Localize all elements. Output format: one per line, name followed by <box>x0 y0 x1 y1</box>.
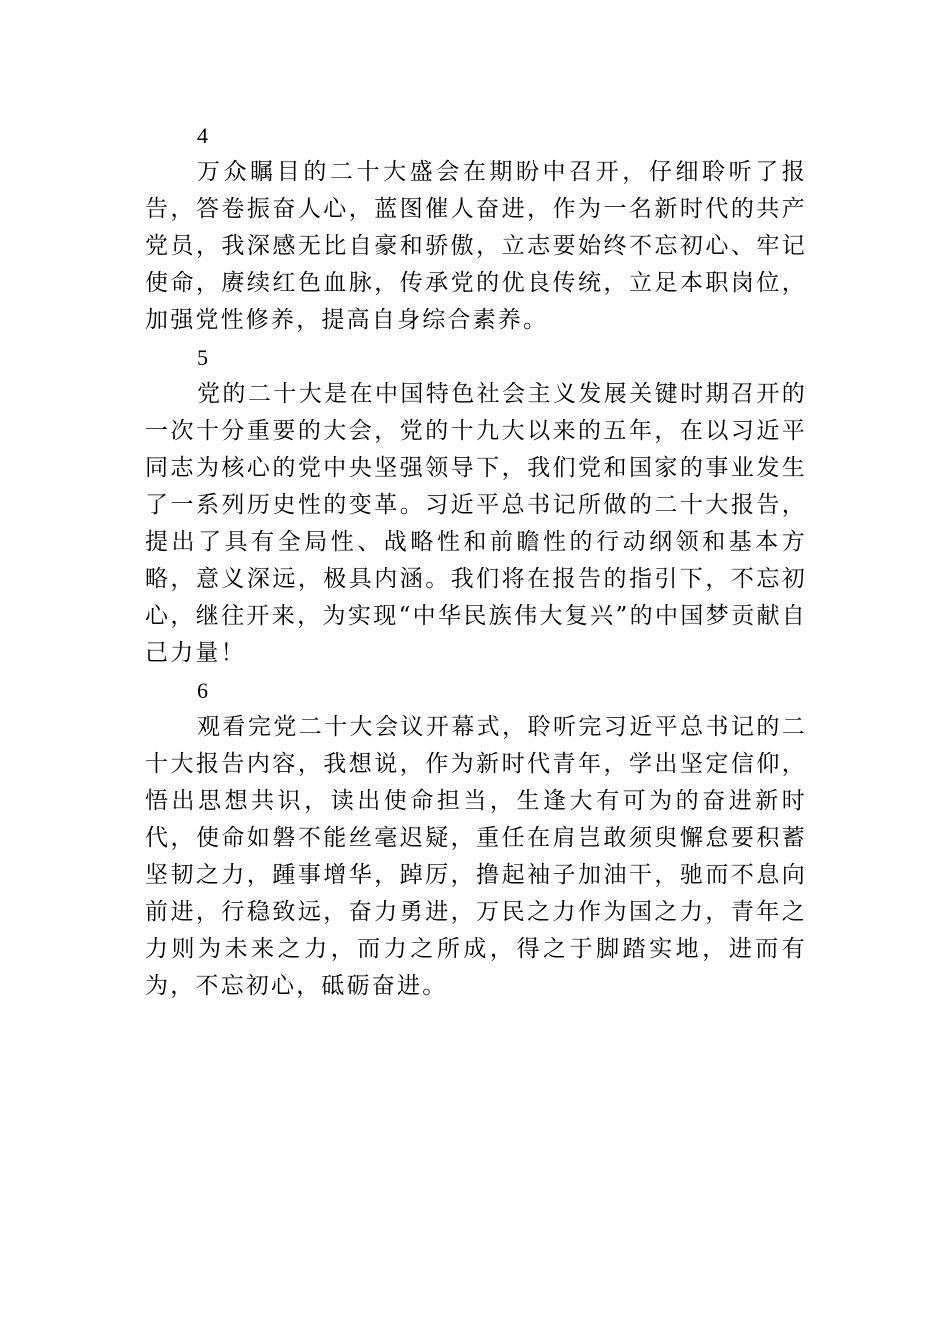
section-number: 5 <box>197 345 208 370</box>
section-paragraph: 党的二十大是在中国特色社会主义发展关键时期召开的一次十分重要的大会，党的十九大以来的五年，在以习近平同志为核心的党中央坚强领导下，我们党和国家的事业发生了一系列历史性的变革。习近平总书记所做的二十大报告，提出了具有全局性、战略性和前瞻性的行动纲领和基本方略，意义深远，极具内涵。我们将在报告的指引下，不忘初心，继往开来，为实现“中华民族伟大复兴”的中国梦贡献自己力量！ <box>145 381 807 666</box>
section-number: 6 <box>197 678 208 703</box>
section-paragraph: 万众瞩目的二十大盛会在期盼中召开，仔细聆听了报告，答卷振奋人心，蓝图催人奋进，作为一名新时代的共产党员，我深感无比自豪和骄傲，立志要始终不忘初心、牢记使命，赓续红色血脉，传承党的优良传统，立足本职岗位，加强党性修养，提高自身综合素养。 <box>145 159 807 333</box>
section-paragraph: 观看完党二十大会议开幕式，聆听完习近平总书记的二十大报告内容，我想说，作为新时代青年，学出坚定信仰，悟出思想共识，读出使命担当，生逢大有可为的奋进新时代，使命如磐不能丝毫迟疑，重任在肩岂敢须臾懈怠要积蓄坚韧之力，踵事增华，踔厉，撸起袖子加油干，驰而不息向前进，行稳致远，奋力勇进，万民之力作为国之力，青年之力则为未来之力，而力之所成，得之于脚踏实地，进而有为，不忘初心，砥砺奋进。 <box>145 714 807 999</box>
document-body <box>145 117 807 1005</box>
section-4 <box>145 117 807 339</box>
section-5 <box>145 339 807 672</box>
section-6 <box>145 672 807 1005</box>
section-number: 4 <box>197 123 208 148</box>
